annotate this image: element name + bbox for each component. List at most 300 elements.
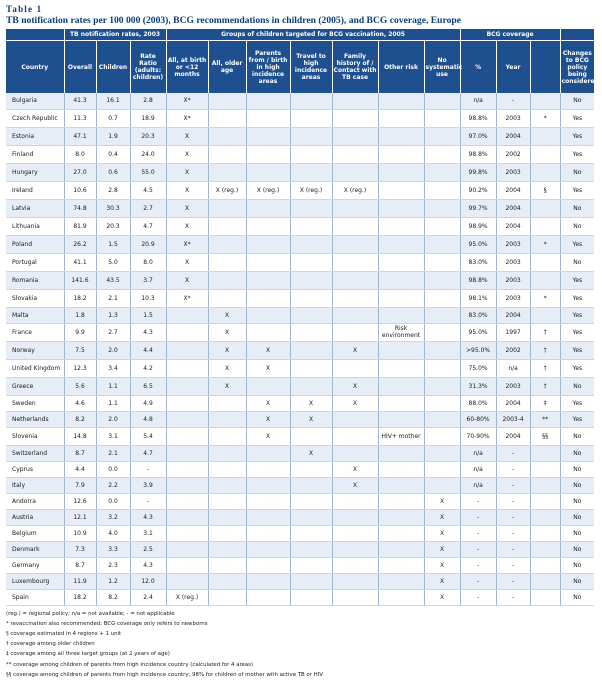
table-cell: [208, 525, 246, 541]
table-cell: 98.1%: [460, 289, 496, 307]
table-cell: X (reg.): [208, 181, 246, 199]
table-row: [6, 525, 594, 541]
table-cell: X: [208, 341, 246, 359]
table-cell: [290, 127, 332, 145]
table-cell: [166, 323, 208, 341]
table-cell: No: [560, 93, 594, 109]
country-cell: Austria: [6, 509, 64, 525]
table-cell: No: [560, 525, 594, 541]
table-cell: [332, 235, 378, 253]
table-row: [6, 377, 594, 395]
column-header: All, older age: [208, 41, 246, 94]
table-cell: 8.0: [64, 145, 96, 163]
table-cell: [424, 395, 460, 411]
table-cell: [166, 477, 208, 493]
table-cell: 10.6: [64, 181, 96, 199]
table-cell: [378, 509, 424, 525]
table-cell: [530, 199, 560, 217]
table-cell: -: [460, 541, 496, 557]
table-cell: [530, 541, 560, 557]
table-cell: [246, 557, 290, 573]
table-cell: 4.7: [130, 217, 166, 235]
table-cell: No: [560, 427, 594, 445]
table-cell: 18.9: [130, 109, 166, 127]
table-cell: §§: [530, 427, 560, 445]
table-cell: X: [424, 573, 460, 589]
table-cell: 3.9: [130, 477, 166, 493]
table-cell: [290, 341, 332, 359]
country-cell: Malta: [6, 307, 64, 323]
table-cell: X: [208, 323, 246, 341]
table-cell: 2002: [496, 341, 530, 359]
country-cell: Latvia: [6, 199, 64, 217]
table-cell: 11.3: [64, 109, 96, 127]
table-cell: 9.9: [64, 323, 96, 341]
table-cell: [246, 217, 290, 235]
table-cell: [246, 93, 290, 109]
table-cell: 14.8: [64, 427, 96, 445]
table-cell: [530, 445, 560, 461]
table-row: [6, 307, 594, 323]
table-cell: [424, 307, 460, 323]
table-cell: [166, 445, 208, 461]
table-cell: [530, 509, 560, 525]
table-cell: 83.0%: [460, 307, 496, 323]
table-cell: [332, 573, 378, 589]
table-cell: 90.2%: [460, 181, 496, 199]
table-cell: 5.6: [64, 377, 96, 395]
country-cell: Greece: [6, 377, 64, 395]
table-cell: 43.5: [96, 271, 130, 289]
table-cell: 81.9: [64, 217, 96, 235]
table-cell: [424, 377, 460, 395]
table-cell: [208, 109, 246, 127]
table-cell: X: [246, 395, 290, 411]
country-cell: Norway: [6, 341, 64, 359]
table-cell: Yes: [560, 235, 594, 253]
table-cell: 2003-4: [496, 411, 530, 427]
table-cell: 141.6: [64, 271, 96, 289]
table-cell: [332, 163, 378, 181]
table-cell: 99.8%: [460, 163, 496, 181]
table-cell: 2004: [496, 427, 530, 445]
table-cell: 4.3: [130, 323, 166, 341]
table-cell: X: [290, 411, 332, 427]
column-header: Travel to high incidence areas: [290, 41, 332, 94]
table-cell: 3.1: [130, 525, 166, 541]
table-row: [6, 127, 594, 145]
table-cell: -: [496, 477, 530, 493]
table-cell: 1.9: [96, 127, 130, 145]
table-cell: [246, 509, 290, 525]
table-cell: [378, 307, 424, 323]
table-cell: [166, 411, 208, 427]
table-row: [6, 461, 594, 477]
table-cell: [246, 109, 290, 127]
table-cell: X: [166, 163, 208, 181]
table-cell: [208, 127, 246, 145]
table-cell: X: [424, 493, 460, 509]
table-cell: [208, 217, 246, 235]
table-cell: [208, 145, 246, 163]
footnote-line: * revaccination also recommended; BCG coverage only refers to newborns: [6, 620, 208, 627]
table-cell: [530, 461, 560, 477]
table-cell: X: [208, 307, 246, 323]
table-cell: 8.7: [64, 557, 96, 573]
table-cell: 2.3: [96, 557, 130, 573]
country-cell: Luxembourg: [6, 573, 64, 589]
table-cell: 41.1: [64, 253, 96, 271]
table-cell: 2.2: [96, 477, 130, 493]
table-cell: [332, 127, 378, 145]
country-cell: Hungary: [6, 163, 64, 181]
table-cell: [290, 145, 332, 163]
column-header: Other risk: [378, 41, 424, 94]
table-cell: [424, 271, 460, 289]
table-cell: 18.2: [64, 289, 96, 307]
table-cell: No: [560, 589, 594, 605]
table-cell: [290, 93, 332, 109]
table-cell: [246, 493, 290, 509]
column-header: Family history of / Contact with TB case: [332, 41, 378, 94]
table-cell: X: [246, 427, 290, 445]
table-cell: [424, 359, 460, 377]
table-cell: [378, 557, 424, 573]
table-cell: [424, 163, 460, 181]
table-cell: [208, 557, 246, 573]
table-cell: [208, 493, 246, 509]
table-cell: [208, 271, 246, 289]
table-cell: No: [560, 163, 594, 181]
table-cell: [530, 493, 560, 509]
country-cell: Sweden: [6, 395, 64, 411]
table-cell: 8.2: [96, 589, 130, 605]
table-cell: [424, 341, 460, 359]
table-row: [6, 145, 594, 163]
table-cell: 2004: [496, 307, 530, 323]
table-cell: No: [560, 461, 594, 477]
table-cell: [378, 411, 424, 427]
table-cell: -: [496, 461, 530, 477]
country-cell: Netherlands: [6, 411, 64, 427]
table-cell: [208, 289, 246, 307]
table-cell: 97.0%: [460, 127, 496, 145]
table-cell: No: [560, 199, 594, 217]
table-cell: 20.3: [130, 127, 166, 145]
table-row: [6, 93, 594, 109]
table-cell: **: [530, 411, 560, 427]
country-cell: Belgium: [6, 525, 64, 541]
table-cell: [332, 411, 378, 427]
table-cell: 12.0: [130, 573, 166, 589]
table-cell: [290, 573, 332, 589]
table-cell: 95.0%: [460, 235, 496, 253]
table-cell: 0.7: [96, 109, 130, 127]
table-cell: Yes: [560, 127, 594, 145]
table-row: [6, 359, 594, 377]
table-cell: [166, 509, 208, 525]
table-cell: 1.5: [96, 235, 130, 253]
table-cell: [378, 573, 424, 589]
table-cell: [530, 307, 560, 323]
table-cell: 3.7: [130, 271, 166, 289]
table-cell: 12.6: [64, 493, 96, 509]
table-cell: [208, 235, 246, 253]
table-cell: [208, 93, 246, 109]
table-cell: [530, 127, 560, 145]
table-cell: 3.3: [96, 541, 130, 557]
table-cell: -: [130, 461, 166, 477]
table-cell: [290, 199, 332, 217]
table-cell: 12.1: [64, 509, 96, 525]
table-cell: [378, 289, 424, 307]
table-cell: 7.3: [64, 541, 96, 557]
table-cell: [332, 493, 378, 509]
column-header: Parents from / birth in high incidence areas: [246, 41, 290, 94]
table-cell: 2004: [496, 395, 530, 411]
table-cell: X: [424, 509, 460, 525]
table-cell: *: [530, 235, 560, 253]
table-cell: [290, 359, 332, 377]
table-cell: [208, 445, 246, 461]
column-header: Changes to BCG policy being considered?: [560, 41, 594, 94]
table-cell: [424, 93, 460, 109]
table-cell: 60-80%: [460, 411, 496, 427]
table-cell: [530, 163, 560, 181]
table-cell: -: [496, 525, 530, 541]
table-cell: 4.4: [130, 341, 166, 359]
table-cell: 2004: [496, 217, 530, 235]
table-cell: X: [290, 445, 332, 461]
table-cell: [378, 145, 424, 163]
table-cell: -: [460, 493, 496, 509]
table-cell: [378, 93, 424, 109]
table-cell: [166, 493, 208, 509]
table-cell: [246, 477, 290, 493]
table-cell: 75.0%: [460, 359, 496, 377]
table-cell: [208, 199, 246, 217]
table-cell: [378, 253, 424, 271]
table-row: [6, 573, 594, 589]
table-row: [6, 217, 594, 235]
table-cell: X: [246, 359, 290, 377]
table-cell: *: [530, 289, 560, 307]
table-cell: [378, 109, 424, 127]
table-cell: >95.0%: [460, 341, 496, 359]
table-cell: [530, 557, 560, 573]
table-cell: 2.4: [130, 589, 166, 605]
table-cell: [530, 271, 560, 289]
table-cell: [246, 127, 290, 145]
table-cell: 95.0%: [460, 323, 496, 341]
country-cell: France: [6, 323, 64, 341]
table-cell: X*: [166, 109, 208, 127]
table-cell: 2.1: [96, 445, 130, 461]
table-cell: 70-90%: [460, 427, 496, 445]
country-cell: Slovenia: [6, 427, 64, 445]
column-header: No systematic use: [424, 41, 460, 94]
table-cell: ‡: [530, 395, 560, 411]
table-cell: [246, 461, 290, 477]
table-cell: 2.0: [96, 411, 130, 427]
table-cell: X: [424, 589, 460, 605]
table-cell: 24.0: [130, 145, 166, 163]
table-cell: X: [332, 377, 378, 395]
table-cell: Yes: [560, 395, 594, 411]
column-header: Country: [6, 41, 64, 94]
table-row: [6, 181, 594, 199]
table-cell: [378, 525, 424, 541]
table-cell: [290, 307, 332, 323]
column-header: [530, 41, 560, 94]
table-cell: [290, 253, 332, 271]
table-cell: X (reg.): [332, 181, 378, 199]
table-row: [6, 253, 594, 271]
table-cell: †: [530, 359, 560, 377]
table-cell: 4.5: [130, 181, 166, 199]
table-row: [6, 109, 594, 127]
table-cell: 98.8%: [460, 271, 496, 289]
table-cell: X: [208, 359, 246, 377]
table-cell: X: [166, 127, 208, 145]
table-cell: HIV+ mother: [378, 427, 424, 445]
table-cell: [424, 323, 460, 341]
table-cell: X (reg.): [246, 181, 290, 199]
table-cell: -: [460, 589, 496, 605]
table-cell: X: [166, 199, 208, 217]
table-cell: [208, 573, 246, 589]
table-cell: [290, 509, 332, 525]
table-cell: X: [424, 525, 460, 541]
table-cell: [424, 235, 460, 253]
table-cell: 3.4: [96, 359, 130, 377]
country-cell: Czech Republic: [6, 109, 64, 127]
table-cell: [530, 93, 560, 109]
table-cell: n/a: [496, 359, 530, 377]
table-row: [6, 445, 594, 461]
table-cell: 1.3: [96, 307, 130, 323]
table-cell: [290, 377, 332, 395]
table-cell: X: [166, 145, 208, 163]
table-cell: [166, 307, 208, 323]
table-cell: Yes: [560, 271, 594, 289]
column-header: All, at birth or <12 months: [166, 41, 208, 94]
table-cell: X: [246, 411, 290, 427]
table-cell: [424, 109, 460, 127]
table-cell: [208, 395, 246, 411]
table-cell: 0.0: [96, 493, 130, 509]
column-header: Children: [96, 41, 130, 94]
table-cell: Yes: [560, 181, 594, 199]
table-cell: 6.5: [130, 377, 166, 395]
footnote-line: §§ coverage among children of parents from high incidence country; 98% for children of mother with active TB or HIV: [6, 671, 323, 678]
table-cell: [332, 289, 378, 307]
table-cell: 2.8: [96, 181, 130, 199]
table-cell: [166, 461, 208, 477]
country-cell: Portugal: [6, 253, 64, 271]
table-cell: No: [560, 573, 594, 589]
table-cell: 0.4: [96, 145, 130, 163]
country-cell: Bulgaria: [6, 93, 64, 109]
table-cell: n/a: [460, 445, 496, 461]
tb-rates-group-header: TB notification rates, 2003: [64, 29, 166, 41]
table-cell: -: [496, 573, 530, 589]
table-cell: No: [560, 477, 594, 493]
table-cell: [166, 341, 208, 359]
table-cell: [166, 557, 208, 573]
table-cell: [246, 199, 290, 217]
table-cell: n/a: [460, 461, 496, 477]
table-cell: 1.5: [130, 307, 166, 323]
table-cell: 98.8%: [460, 109, 496, 127]
table-cell: [166, 573, 208, 589]
table-cell: n/a: [460, 93, 496, 109]
table-cell: 2.7: [130, 199, 166, 217]
table-cell: -: [496, 557, 530, 573]
footnote-line: ‡ coverage among all three target groups (at 2 years of age): [6, 651, 170, 658]
country-cell: Cyprus: [6, 461, 64, 477]
table-cell: 0.6: [96, 163, 130, 181]
country-cell: Italy: [6, 477, 64, 493]
table-cell: No: [560, 217, 594, 235]
table-row: [6, 323, 594, 341]
table-cell: [246, 163, 290, 181]
country-cell: Poland: [6, 235, 64, 253]
table-cell: [290, 271, 332, 289]
column-header: Rate Ratio (adults: children): [130, 41, 166, 94]
table-row: [6, 509, 594, 525]
country-cell: Finland: [6, 145, 64, 163]
table-cell: No: [560, 253, 594, 271]
table-cell: [530, 525, 560, 541]
table-cell: 26.2: [64, 235, 96, 253]
table-cell: 4.3: [130, 557, 166, 573]
table-row: [6, 163, 594, 181]
table-cell: †: [530, 323, 560, 341]
table-cell: 2003: [496, 289, 530, 307]
table-cell: 3.1: [96, 427, 130, 445]
table-label: Table 1: [6, 4, 43, 14]
table-cell: [332, 217, 378, 235]
table-row: [6, 289, 594, 307]
table-cell: 4.3: [130, 509, 166, 525]
table-cell: X: [332, 461, 378, 477]
group-header-row: [6, 29, 594, 41]
table-cell: 1.8: [64, 307, 96, 323]
table-cell: No: [560, 557, 594, 573]
country-cell: Andorra: [6, 493, 64, 509]
table-cell: *: [530, 109, 560, 127]
table-cell: Yes: [560, 323, 594, 341]
table-cell: 18.2: [64, 589, 96, 605]
table-cell: [208, 163, 246, 181]
table-cell: [424, 253, 460, 271]
table-cell: [530, 589, 560, 605]
table-cell: No: [560, 509, 594, 525]
table-cell: [332, 427, 378, 445]
table-cell: [208, 461, 246, 477]
table-cell: [378, 589, 424, 605]
table-cell: [246, 541, 290, 557]
table-cell: [378, 477, 424, 493]
bcg-groups-group-header: Groups of children targeted for BCG vaccination, 2005: [166, 29, 460, 41]
table-cell: X: [424, 541, 460, 557]
country-cell: Spain: [6, 589, 64, 605]
country-cell: Switzerland: [6, 445, 64, 461]
column-header: %: [460, 41, 496, 94]
table-cell: [378, 199, 424, 217]
table-cell: 4.7: [130, 445, 166, 461]
